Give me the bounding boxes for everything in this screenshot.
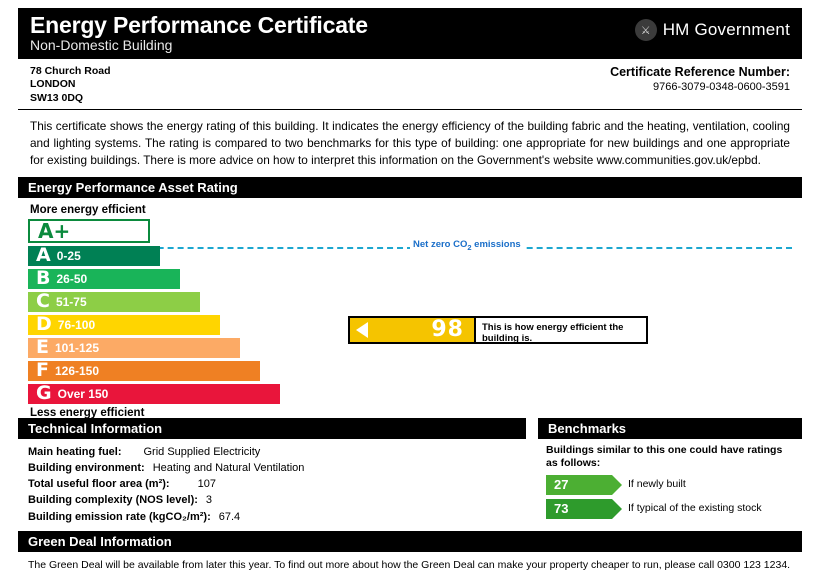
benchmark-label: If typical of the existing stock — [628, 502, 762, 515]
rating-band-letter: G — [36, 382, 52, 405]
rating-band-letter: B — [36, 267, 51, 290]
asset-rating-area — [18, 198, 802, 419]
royal-crest-icon: ⚔ — [635, 19, 657, 41]
rating-band-c — [28, 292, 200, 312]
rating-band-letter: F — [36, 359, 49, 382]
certificate-reference-number: 9766-3079-0348-0600-3591 — [652, 81, 790, 93]
benchmark-row — [546, 475, 794, 495]
address-line-3: SW13 0DQ — [30, 91, 84, 104]
page-subtitle: Non-Domestic Building — [30, 37, 173, 54]
rating-band-letter: A+ — [38, 218, 71, 243]
benchmark-row — [546, 499, 794, 519]
rating-bands — [28, 219, 792, 404]
section-green-deal-title: Green Deal Information — [18, 531, 802, 552]
technical-rows — [18, 439, 526, 529]
section-benchmarks-title: Benchmarks — [538, 418, 802, 439]
current-rating-value: 98 — [431, 317, 464, 343]
section-asset-rating-title: Energy Performance Asset Rating — [18, 177, 802, 198]
lower-columns — [18, 418, 802, 529]
rating-band-letter: E — [36, 336, 49, 359]
certificate-reference — [610, 65, 790, 105]
rating-band-range: 0-25 — [56, 248, 81, 263]
benchmark-value: 27 — [554, 477, 569, 493]
rating-band-f — [28, 361, 260, 381]
more-efficient-label: More energy efficient — [30, 203, 146, 216]
benchmarks-intro: Buildings similar to this one could have ratings as follows: — [546, 443, 783, 470]
technical-row — [28, 460, 516, 476]
address-line-2: LONDON — [30, 78, 76, 91]
technical-value: Heating and Natural Ventilation — [152, 461, 305, 474]
technical-key: Building emission rate (kgCO₂/m²): — [28, 510, 211, 523]
technical-row — [28, 476, 516, 492]
net-zero-label: Net zero $CO_2$ emissions — [410, 239, 524, 252]
property-address — [30, 65, 111, 105]
rating-band-range: 51-75 — [55, 294, 87, 309]
technical-key: Main heating fuel: — [28, 445, 122, 458]
rating-band-range: 26-50 — [56, 271, 88, 286]
address-line-1: 78 Church Road — [30, 65, 111, 77]
current-rating-note: This is how energy efficient the building is. — [476, 316, 648, 344]
technical-key: Building environment: — [28, 461, 145, 474]
technical-key: Total useful floor area (m²): — [28, 478, 170, 491]
rating-band-range: Over 150 — [57, 386, 109, 401]
certificate-reference-label: Certificate Reference Number: — [610, 65, 790, 79]
technical-row — [28, 444, 516, 460]
rating-band-b — [28, 269, 180, 289]
address-and-reference — [18, 59, 802, 110]
rating-band-a-plus — [28, 219, 150, 243]
technical-key: Building complexity (NOS level): — [28, 494, 198, 507]
rating-band-letter: A — [36, 244, 51, 267]
rating-band-g — [28, 384, 280, 404]
benchmark-band — [546, 499, 612, 519]
document-header — [18, 8, 802, 59]
rating-band-e — [28, 338, 240, 358]
page-title: Energy Performance Certificate — [30, 12, 368, 38]
benchmarks-panel — [538, 418, 802, 529]
technical-value: 107 — [197, 478, 216, 491]
green-deal-text: The Green Deal will be available from later this year. To find out more about how the Green Deal can make your property cheaper to run, please call 0300 123 1234. — [28, 558, 791, 571]
rating-band-a — [28, 246, 160, 266]
header-titles — [30, 13, 368, 53]
technical-value: 3 — [205, 494, 213, 507]
current-rating-arrow — [348, 316, 476, 344]
benchmark-band — [546, 475, 612, 495]
hm-government-logo — [635, 19, 790, 41]
technical-information-panel — [18, 418, 526, 529]
technical-row — [28, 509, 516, 525]
less-efficient-label: Less energy efficient — [30, 406, 145, 419]
benchmark-label: If newly built — [628, 478, 686, 491]
rating-band-range: 126-150 — [54, 363, 100, 378]
rating-band-d — [28, 315, 220, 335]
hm-government-label: HM Government — [662, 20, 790, 39]
benchmark-value: 73 — [554, 501, 569, 517]
technical-row — [28, 492, 516, 508]
intro-paragraph: This certificate shows the energy rating of this building. It indicates the energy efficiency of the building fabric and the heating, ventilation, cooling and lighting systems. The rating is compared to two benchmarks for this type of building: one appropriate for new buildings and one appropriate for existing buildings. There is more advice on how to interpret this information on the Government's website www.communities.gov.uk/epbd. — [30, 119, 790, 167]
rating-band-range: 76-100 — [57, 317, 96, 332]
technical-value: 67.4 — [218, 510, 241, 523]
benchmarks-rows — [538, 473, 802, 527]
section-technical-title: Technical Information — [18, 418, 526, 439]
rating-band-letter: C — [36, 290, 50, 313]
rating-band-letter: D — [36, 313, 52, 336]
current-rating-callout — [348, 316, 648, 344]
technical-value: Grid Supplied Electricity — [143, 445, 261, 458]
rating-band-range: 101-125 — [54, 340, 100, 355]
